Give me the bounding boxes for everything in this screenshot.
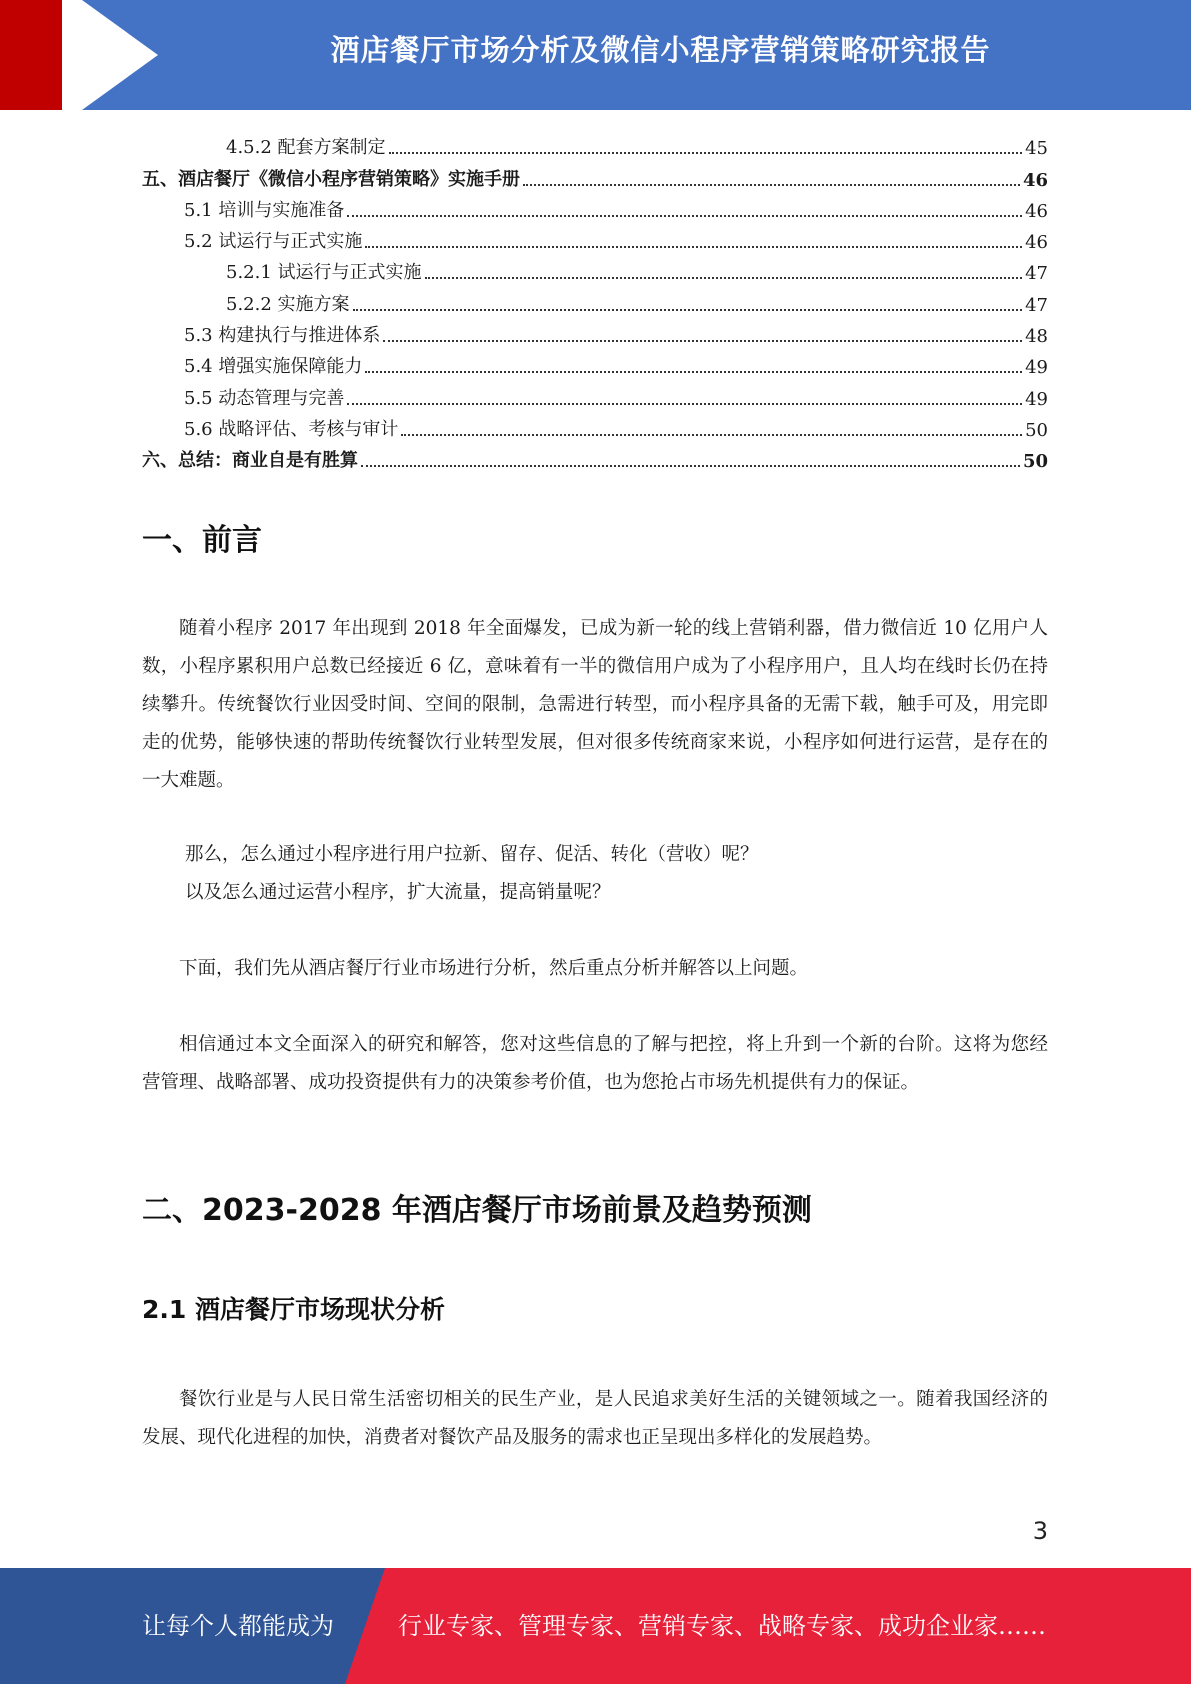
- toc-entry-title: 5.1 培训与实施准备: [184, 199, 345, 221]
- toc-leader-dots: [389, 152, 1023, 154]
- report-title: 酒店餐厅市场分析及微信小程序营销策略研究报告: [330, 33, 991, 67]
- toc-entry-title: 5.2 试运行与正式实施: [184, 231, 363, 253]
- toc-entry-page: 49: [1025, 357, 1048, 379]
- toc-entry-page: 46: [1025, 200, 1048, 222]
- toc-entry-page: 50: [1022, 451, 1048, 473]
- toc-leader-dots: [347, 403, 1022, 405]
- toc-entry[interactable]: [142, 284, 1048, 315]
- subsection-heading-market-status: 2.1 酒店餐厅市场现状分析: [142, 1295, 445, 1324]
- toc-entry[interactable]: [142, 191, 1048, 222]
- toc-entry-title: 5.6 战略评估、考核与审计: [184, 418, 399, 440]
- toc-entry-title: 5.4 增强实施保障能力: [184, 356, 363, 378]
- toc-entry[interactable]: [142, 378, 1048, 409]
- toc-entry-title: 5.2.1 试运行与正式实施: [226, 262, 422, 284]
- page-footer: [0, 1568, 1191, 1684]
- toc-entry-title: 4.5.2 配套方案制定: [226, 137, 386, 159]
- toc-entry-page: 46: [1022, 169, 1048, 191]
- toc-entry-title: 5.3 构建执行与推进体系: [184, 325, 381, 347]
- toc-leader-dots: [353, 309, 1023, 311]
- toc-entry[interactable]: [142, 316, 1048, 347]
- toc-entry-page: 47: [1025, 263, 1048, 285]
- footer-slogan-right: 行业专家、管理专家、营销专家、战略专家、成功企业家……: [398, 1612, 1046, 1640]
- toc-leader-dots: [383, 340, 1022, 342]
- toc-entry-title: 六、总结：商业自是有胜算: [142, 450, 358, 472]
- page-header: [0, 0, 1191, 110]
- table-of-contents: [142, 128, 1048, 472]
- preface-paragraph-3: 相信通过本文全面深入的研究和解答，您对这些信息的了解与把控，将上升到一个新的台阶。这将为您经营管理、战略部署、成功投资提供有力的决策参考价值，也为您抢占市场先机提供有力的保证。: [142, 1034, 1048, 1093]
- preface-paragraph-2: 下面，我们先从酒店餐厅行业市场进行分析，然后重点分析并解答以上问题。: [179, 958, 809, 979]
- preface-question-2: 以及怎么通过运营小程序，扩大流量，提高销量呢？: [185, 882, 611, 903]
- toc-entry-title: 5.5 动态管理与完善: [184, 387, 345, 409]
- section-heading-preface: 一、前言: [142, 523, 262, 558]
- toc-entry[interactable]: [142, 128, 1048, 159]
- toc-entry-page: 50: [1025, 419, 1048, 441]
- market-status-paragraph: 餐饮行业是与人民日常生活密切相关的民生产业，是人民追求美好生活的关键领域之一。随着我国经济的发展、现代化进程的加快，消费者对餐饮产品及服务的需求也正呈现出多样化的发展趋势。: [142, 1389, 1048, 1448]
- toc-leader-dots: [401, 434, 1022, 436]
- toc-entry[interactable]: [142, 441, 1048, 472]
- toc-entry-page: 45: [1025, 138, 1048, 160]
- preface-question-1: 那么，怎么通过小程序进行用户拉新、留存、促活、转化（营收）呢？: [185, 844, 759, 865]
- toc-leader-dots: [523, 184, 1020, 186]
- toc-entry-title: 5.2.2 实施方案: [226, 293, 350, 315]
- toc-entry[interactable]: [142, 253, 1048, 284]
- toc-entry[interactable]: [142, 222, 1048, 253]
- toc-entry-page: 49: [1025, 388, 1048, 410]
- toc-entry-page: 46: [1025, 232, 1048, 254]
- toc-leader-dots: [347, 215, 1022, 217]
- toc-leader-dots: [425, 277, 1023, 279]
- toc-entry-title: 五、酒店餐厅《微信小程序营销策略》实施手册: [142, 168, 520, 190]
- preface-paragraph-1: 随着小程序 2017 年出现到 2018 年全面爆发，已成为新一轮的线上营销利器，借力微信近 10 亿用户人数，小程序累积用户总数已经接近 6 亿，意味着有一半的微信用户成为了小程序用户，且人均在线时长仍在持续攀升。传统餐饮行业因受时间、空间的限制，急需进行转型，而小程序具备的无需下载，触手可及，用完即走的优势，能够快速的帮助传统餐饮行业转型发展，但对很多传统商家来说，小程序如何进行运营，是存在的一大难题。: [142, 618, 1048, 791]
- footer-slogan-left: 让每个人都能成为: [142, 1612, 334, 1640]
- toc-leader-dots: [365, 246, 1022, 248]
- toc-entry[interactable]: [142, 410, 1048, 441]
- toc-leader-dots: [361, 465, 1020, 467]
- toc-entry-page: 48: [1025, 326, 1048, 348]
- toc-entry[interactable]: [142, 159, 1048, 190]
- toc-entry[interactable]: [142, 347, 1048, 378]
- section-heading-market-outlook: 二、2023-2028 年酒店餐厅市场前景及趋势预测: [142, 1193, 812, 1228]
- toc-entry-page: 47: [1025, 294, 1048, 316]
- toc-leader-dots: [365, 371, 1022, 373]
- page-number: 3: [1032, 1517, 1048, 1545]
